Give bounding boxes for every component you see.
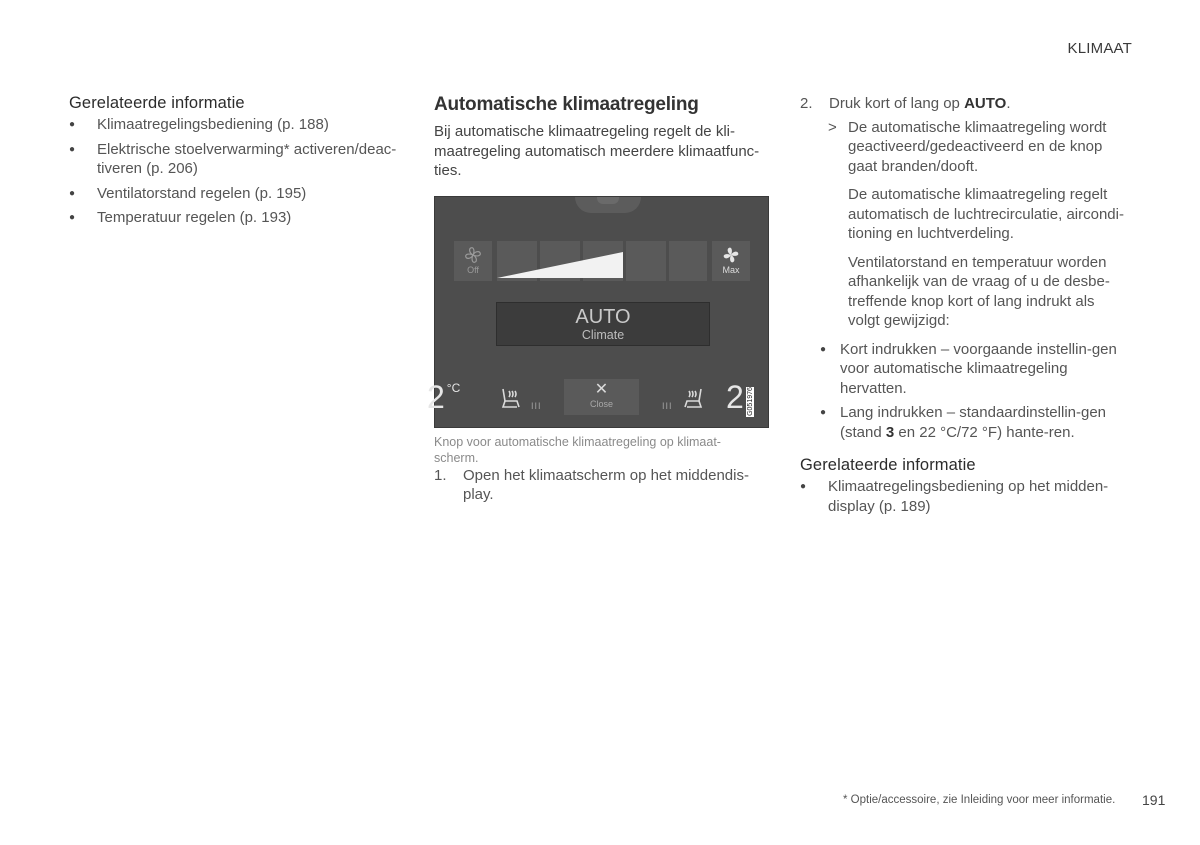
figure-code-text: G051976 (746, 386, 754, 416)
related-info-right (800, 456, 1130, 516)
step-2-end: . (1006, 95, 1011, 112)
fan-max-button (712, 241, 750, 281)
long-press-text-b: en 22 °C/72 °F) hante-ren. (894, 423, 1075, 441)
middle-column (427, 94, 770, 505)
related-link-seat-heating[interactable]: ● Elektrische stoelverwarming* activeren/deac-tiveren (p. 206) (69, 140, 409, 179)
fan-max-label: Max (722, 264, 740, 275)
temp-unit: °C (446, 380, 461, 395)
step-result (800, 118, 1130, 331)
step-number: 2. (800, 95, 813, 112)
related-info-list (800, 477, 1130, 516)
level-value: 3 (885, 423, 895, 441)
related-link-center-display[interactable]: ● Klimaatregelingsbediening op het midden-display (p. 189) (800, 477, 1130, 516)
fan-icon (722, 246, 740, 264)
result-paragraph-1: De automatische klimaatregeling wordt geactiveerd/gedeactiveerd en de knop gaat branden/dooft. (848, 118, 1107, 175)
fan-off-button (454, 241, 492, 281)
long-press-item (820, 403, 1130, 442)
fan-level-fill (497, 241, 707, 281)
close-button (564, 379, 639, 415)
press-options-list (800, 340, 1130, 443)
figure-caption: Knop voor automatische klimaatregeling op klimaat-scherm. (434, 434, 721, 465)
seat-heating-left-icon (497, 385, 527, 416)
section-title: KLIMAAT (1067, 40, 1132, 57)
seat-heat-level-left: III (531, 400, 542, 411)
left-column (69, 94, 409, 233)
close-label: Close (589, 398, 613, 409)
steps-list (434, 466, 770, 505)
auto-keyword: AUTO (964, 95, 1007, 112)
climate-label: Climate (581, 327, 625, 342)
related-link-climate-controls[interactable]: ● Klimaatregelingsbediening (p. 188) (69, 115, 409, 135)
step-2-text: Druk kort of lang op (829, 95, 965, 112)
fan-level-bar (497, 241, 707, 281)
seat-heating-right-icon (677, 385, 707, 416)
fan-level-wedge (497, 252, 623, 278)
steps-list-continued (800, 94, 1130, 114)
auto-label: AUTO (575, 305, 631, 328)
climate-screen-figure (427, 196, 769, 428)
related-info-list (69, 115, 409, 228)
related-info-title: Gerelateerde informatie (800, 456, 976, 474)
related-info-title: Gerelateerde informatie (69, 94, 245, 112)
auto-climate-button (496, 302, 710, 346)
related-link-fan-speed[interactable]: ● Ventilatorstand regelen (p. 195) (69, 184, 409, 204)
result-paragraph-2: De automatische klimaatregeling regelt automatisch de luchtrecirculatie, aircondi-tioning en luchtverdeling. (848, 186, 1124, 242)
related-link-temperature[interactable]: ● Temperatuur regelen (p. 193) (69, 208, 409, 228)
close-icon: ✕ (594, 380, 609, 398)
step-1 (434, 466, 770, 505)
long-press-text-a: Lang indrukken – standaardinstellin-gen (stand (840, 404, 1107, 441)
temp-left-value: 2 (427, 378, 445, 415)
step-number: 1. (434, 466, 447, 484)
result-paragraph-3: Ventilatorstand en temperatuur worden afhankelijk van de vraag of u de desbe-treffende knop kort of lang indrukt als volgt gewijzigd: (848, 253, 1110, 329)
result-arrow: > (828, 118, 837, 136)
intro-text: Bij automatische klimaatregeling regelt de kli-maatregeling automatisch meerdere klimaatfunc-ties. (434, 123, 760, 179)
temp-right: 2 (726, 378, 744, 415)
right-column (800, 94, 1130, 521)
footnote: * Optie/accessoire, zie Inleiding voor meer informatie. (843, 794, 1116, 806)
fan-off-label: Off (467, 264, 479, 275)
step-1-text: Open het klimaatscherm op het middendis-play. (463, 466, 749, 503)
fan-icon (464, 246, 482, 264)
screen-notch-inner (597, 197, 619, 204)
figure-code (746, 387, 754, 417)
temp-left (427, 379, 460, 416)
page-number: 191 (1142, 792, 1166, 808)
step-2 (800, 94, 1130, 114)
page-title: Automatische klimaatregeling (434, 94, 699, 115)
short-press-item: ● Kort indrukken – voorgaande instellin-gen voor automatische klimaatregeling hervatten. (820, 340, 1130, 399)
seat-heat-level-right: III (662, 400, 673, 411)
